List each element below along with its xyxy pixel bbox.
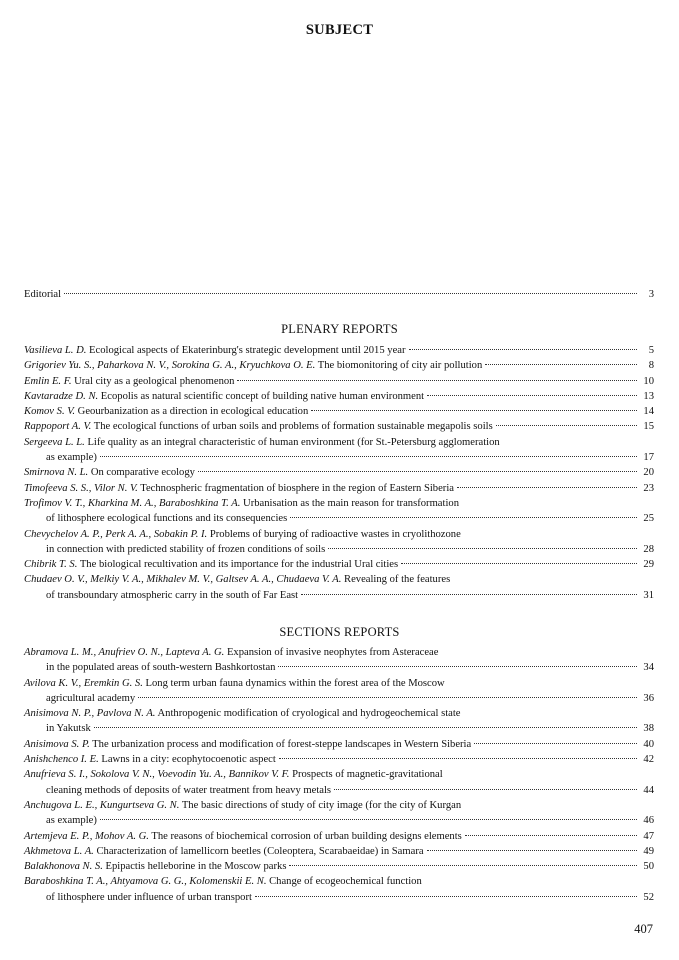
entry-authors: Chibrik T. S. [24, 559, 78, 571]
toc-entry [24, 706, 654, 737]
entry-authors: Komov S. V. [24, 406, 76, 418]
entry-authors: Smirnova N. L. [24, 467, 89, 479]
entry-page: 31 [643, 589, 654, 601]
entry-title-continuation: of transboundary atmospheric carry in the south of Far East [46, 589, 299, 601]
entry-title: Ecopolis as natural scientific concept of building native human environment [98, 390, 425, 402]
entry-title-line [24, 404, 308, 419]
entry-title-continuation: agricultural academy [46, 692, 136, 704]
entry-page: 10 [643, 375, 654, 387]
toc-entry [24, 389, 654, 404]
entry-title: The reasons of biochemical corrosion of urban building designs elements [148, 830, 462, 842]
entry-authors: Anisimova S. P. [24, 738, 90, 750]
entry-page: 28 [643, 543, 654, 555]
dot-leader [465, 835, 637, 836]
entry-authors: Avilova K. V., Eremkin G. S. [24, 677, 143, 689]
entry-authors: Anisimova N. P., Pavlova N. A. [24, 708, 156, 720]
entry-authors: Akhmetova L. A. [24, 845, 94, 857]
entry-title: The biological recultivation and its importance for the industrial Ural cities [77, 559, 399, 571]
toc-entry [24, 419, 654, 434]
entry-title: Prospects of magnetic-gravitational [289, 769, 443, 781]
entry-authors: Vasilieva L. D. [24, 345, 87, 356]
entry-page: 49 [643, 845, 654, 857]
entry-title: Expansion of invasive neophytes from Asteraceae [224, 647, 439, 658]
entry-title-continuation: as example) [46, 452, 97, 464]
toc-entry [24, 874, 654, 905]
entry-page: 13 [643, 390, 654, 402]
entry-authors: Baraboshkina T. A., Ahtyamova G. G., Kolomenskii E. N. [24, 876, 267, 888]
dot-leader [311, 410, 637, 411]
entry-page: 36 [643, 692, 654, 704]
entry-title: Technospheric fragmentation of biosphere in the region of Eastern Siberia [137, 482, 454, 494]
entry-page: 40 [643, 738, 654, 750]
toc-entry [24, 829, 654, 844]
entry-title-line [24, 557, 398, 572]
dot-leader [496, 425, 637, 426]
entry-title-continuation: of lithosphere ecological functions and its consequencies [46, 513, 288, 525]
entry-page: 44 [643, 784, 654, 796]
entry-title: On comparative ecology [88, 467, 195, 479]
entry-page: 14 [643, 406, 654, 418]
dot-leader [328, 548, 637, 549]
entry-page: 38 [643, 723, 654, 735]
entry-title: Change of ecogeochemical function [266, 876, 422, 888]
entry-authors: Emlin E. F. [24, 375, 72, 387]
entry-authors: Anchugova L. E., Kungurtseva G. N. [24, 799, 180, 811]
editorial-label: Editorial [24, 289, 62, 300]
entry-authors: Artemjeva E. P., Mohov A. G. [24, 830, 149, 842]
entry-title-line [24, 465, 195, 480]
entry-authors: Timofeeva S. S., Vilor N. V. [24, 482, 138, 494]
dot-leader [457, 487, 637, 488]
dot-leader [427, 395, 637, 396]
dot-leader [409, 349, 637, 350]
toc-entry [24, 767, 654, 798]
entry-title-continuation: in connection with predicted stability of frozen conditions of soils [46, 543, 326, 555]
page-number: 407 [634, 922, 653, 936]
entry-title: Long term urban fauna dynamics within the forest area of the Moscow [142, 677, 445, 689]
dot-leader [485, 364, 637, 365]
plenary-heading: PLENARY REPORTS [281, 322, 398, 336]
entry-title-line [24, 419, 493, 434]
toc-entry [24, 557, 654, 572]
dot-leader [334, 789, 637, 790]
entry-title-line [24, 527, 461, 542]
entry-title-line [24, 798, 461, 813]
sections-heading: SECTIONS REPORTS [279, 625, 400, 639]
dot-leader [100, 819, 637, 820]
entry-title-line [24, 829, 462, 844]
entry-title: Ural city as a geological phenomenon [71, 375, 235, 387]
toc-entry [24, 737, 654, 752]
toc-entry [24, 844, 654, 859]
toc-entry [24, 481, 654, 496]
entry-title-line [24, 435, 500, 450]
entry-title-line [24, 374, 234, 389]
entry-page: 8 [648, 360, 654, 372]
toc-entry [24, 343, 654, 358]
entry-title-line [24, 358, 482, 373]
dot-leader [94, 727, 637, 728]
editorial-page: 3 [648, 289, 654, 300]
toc-entry [24, 645, 654, 676]
entry-page: 15 [643, 421, 654, 433]
dot-leader [427, 850, 637, 851]
entry-title-line [24, 844, 424, 859]
entry-authors: Rappoport A. V. [24, 421, 92, 433]
entry-title: Lawns in a city: ecophytocoenotic aspect [98, 754, 276, 766]
entry-title: Characterization of lamellicorn beetles (Coleoptera, Scarabaeidae) in Samara [93, 845, 424, 857]
dot-leader [100, 456, 637, 457]
entry-title: The urbanization process and modification of forest-steppe landscapes in Western Siberia [89, 738, 472, 750]
entry-title-line [24, 874, 422, 889]
dot-leader [138, 697, 637, 698]
entry-title-line [24, 752, 276, 767]
entry-title-line [24, 645, 438, 660]
entry-title: Problems of burying of radioactive wastes in cryolithozone [207, 528, 461, 540]
entry-authors: Kavtaradze D. N. [24, 390, 99, 402]
entry-page: 46 [643, 815, 654, 827]
toc-entry [24, 435, 654, 466]
sections-list [24, 645, 654, 905]
dot-leader [301, 594, 637, 595]
entry-title: Ecological aspects of Ekaterinburg's strategic development until 2015 year [86, 345, 406, 356]
toc-entry [24, 358, 654, 373]
entry-authors: Sergeeva L. L. [24, 436, 85, 448]
entry-page: 25 [643, 513, 654, 525]
entry-title: Anthropogenic modification of cryological and hydrogeochemical state [155, 708, 461, 720]
dot-leader [255, 896, 637, 897]
entry-title-line [24, 389, 424, 404]
toc-entry [24, 572, 654, 603]
toc-entry [24, 404, 654, 419]
toc-entry [24, 859, 654, 874]
entry-title: Revealing of the features [341, 574, 451, 586]
entry-page: 47 [643, 830, 654, 842]
entry-page: 5 [648, 345, 654, 356]
entry-title-line [24, 481, 454, 496]
entry-title-continuation: in Yakutsk [46, 723, 91, 735]
dot-leader [64, 293, 637, 294]
toc-entry [24, 676, 654, 707]
page-title: SUBJECT [305, 22, 374, 38]
entry-page: 20 [643, 467, 654, 479]
entry-title-line [24, 676, 445, 691]
toc-entry [24, 496, 654, 527]
entry-title-line [24, 572, 450, 587]
entry-title-continuation: cleaning methods of deposits of water treatment from heavy metals [46, 784, 332, 796]
entry-authors: Trofimov V. T., Kharkina M. A., Baraboshkina T. A. [24, 497, 241, 509]
entry-title: Geourbanization as a direction in ecological education [75, 406, 309, 418]
entry-title-continuation: in the populated areas of south-western Bashkortostan [46, 662, 276, 674]
entry-title-continuation: as example) [46, 815, 97, 827]
entry-title-line [24, 496, 459, 511]
entry-page: 34 [643, 662, 654, 674]
entry-page: 29 [643, 559, 654, 571]
entry-title: Urbanisation as the main reason for transformation [240, 497, 459, 509]
entry-title: The ecological functions of urban soils and problems of formation sustainable megapolis soils [91, 421, 493, 433]
plenary-list [24, 343, 654, 603]
entry-page: 42 [643, 754, 654, 766]
dot-leader [278, 666, 637, 667]
entry-title: The biomonitoring of city air pollution [315, 360, 483, 372]
dot-leader [290, 517, 637, 518]
entry-authors: Balakhonova N. S. [24, 861, 103, 873]
entry-page: 50 [643, 861, 654, 873]
toc-entry [24, 752, 654, 767]
entry-page: 52 [643, 891, 654, 903]
entry-title: Epipactis helleborine in the Moscow parks [102, 861, 287, 873]
dot-leader [237, 380, 637, 381]
dot-leader [279, 758, 637, 759]
entry-page: 23 [643, 482, 654, 494]
toc-entry [24, 374, 654, 389]
entry-authors: Grigoriev Yu. S., Paharkova N. V., Sorokina G. A., Kryuchkova O. E. [24, 360, 316, 372]
entry-authors: Anufrieva S. I., Sokolova V. N., Voevodin Yu. A., Bannikov V. F. [24, 769, 290, 781]
dot-leader [474, 743, 637, 744]
toc-entry [24, 527, 654, 558]
dot-leader [289, 865, 637, 866]
entry-title: The basic directions of study of city image (for the city of Kurgan [179, 799, 462, 811]
entry-title-line [24, 737, 471, 752]
entry-title-line [24, 859, 286, 874]
entry-title-line [24, 706, 461, 721]
entry-title-line [24, 343, 406, 358]
entry-authors: Chevychelov A. P., Perk A. A., Sobakin P. I. [24, 528, 208, 540]
entry-page: 17 [643, 452, 654, 464]
entry-title: Life quality as an integral characteristic of human environment (for St.-Petersburg agglomeration [84, 436, 500, 448]
entry-title-continuation: of lithosphere under influence of urban transport [46, 891, 252, 903]
toc-entry [24, 798, 654, 829]
dot-leader [198, 471, 637, 472]
dot-leader [401, 563, 637, 564]
entry-title-line [24, 767, 443, 782]
toc-entry [24, 465, 654, 480]
editorial-entry [24, 287, 654, 302]
entry-authors: Anishchenco I. E. [24, 754, 99, 766]
entry-authors: Chudaev O. V., Melkiy V. A., Mikhalev M. V., Galtsev A. A., Chudaeva V. A. [24, 574, 342, 586]
entry-authors: Abramova L. M., Anufriev O. N., Lapteva A. G. [24, 647, 225, 658]
